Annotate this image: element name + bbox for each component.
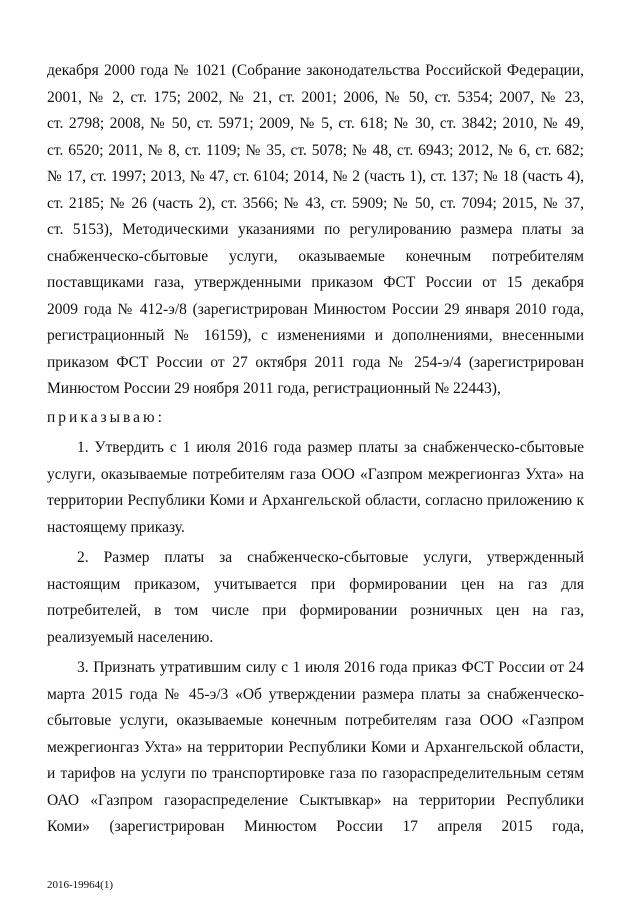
text-line: настоящим приказом, учитывается при формировании цен на газ для xyxy=(47,575,584,593)
text-line: приказом ФСТ России от 27 октября 2011 года № 254-э/4 (зарегистрирован xyxy=(47,353,584,371)
text-line: 1. Утвердить с 1 июля 2016 года размер платы за снабженческо-сбытовые xyxy=(77,439,584,456)
text-line: 3. Признать утратившим силу с 1 июля 2016 года приказ ФСТ России от 24 xyxy=(77,659,584,676)
text-line: Коми» (зарегистрирован Минюстом России 17 апреля 2015 года, xyxy=(47,818,584,835)
order-word: приказываю: xyxy=(47,408,165,426)
text-line: декабря 2000 года № 1021 (Собрание законодательства Российской Федерации, xyxy=(47,62,584,79)
text-line: межрегионгаз Ухта» на территории Республики Коми и Архангельской области, xyxy=(47,738,584,756)
intro-paragraph xyxy=(47,58,584,403)
item-2-paragraph xyxy=(47,545,584,651)
document-body xyxy=(47,58,584,841)
text-line: ст. 6520; 2011, № 8, ст. 1109; № 35, ст. 5078; № 48, ст. 6943; 2012, № 6, ст. 682; xyxy=(47,141,584,159)
text-line: настоящему приказу. xyxy=(47,518,185,536)
text-line: услуги, оказываемые потребителям газа ООО «Газпром межрегионгаз Ухта» на xyxy=(47,465,584,483)
text-line: 2. Размер платы за снабженческо-сбытовые услуги, утвержденный xyxy=(77,549,584,566)
text-line: сбытовые услуги, оказываемые конечным потребителям газа ООО «Газпром xyxy=(47,712,584,729)
item-3-paragraph xyxy=(47,655,584,841)
document-code: 2016-19964(1) xyxy=(47,879,113,891)
text-line: потребителей, в том числе при формировании розничных цен на газ, xyxy=(47,602,584,619)
text-line: № 17, ст. 1997; 2013, № 47, ст. 6104; 2014, № 2 (часть 1), ст. 137; № 18 (часть 4), xyxy=(47,168,584,185)
text-line: ОАО «Газпром газораспределение Сыктывкар» на территории Республики xyxy=(47,791,584,809)
text-line: Минюстом России 29 ноября 2011 года, регистрационный № 22443), xyxy=(47,380,501,397)
text-line: реализуемый населению. xyxy=(47,628,214,646)
item-1-paragraph xyxy=(47,435,584,541)
text-line: ст. 2185; № 26 (часть 2), ст. 3566; № 43, ст. 5909; № 50, ст. 7094; 2015, № 37, xyxy=(47,194,584,212)
text-line: территории Республики Коми и Архангельской области, согласно приложению к xyxy=(47,492,584,509)
text-line: поставщиками газа, утвержденными приказом ФСТ России от 15 декабря xyxy=(47,274,584,291)
text-line: регистрационный № 16159), с изменениями и дополнениями, внесенными xyxy=(47,327,584,344)
text-line: снабженческо-сбытовые услуги, оказываемые конечным потребителям xyxy=(47,247,584,265)
text-line: 2001, № 2, ст. 175; 2002, № 21, ст. 2001; 2006, № 50, ст. 5354; 2007, № 23, xyxy=(47,88,584,106)
text-line: и тарифов на услуги по транспортировке газа по газораспределительным сетям xyxy=(47,765,584,782)
text-line: ст. 5153), Методическими указаниями по регулированию размера платы за xyxy=(47,221,584,238)
text-line: 2009 года № 412-э/8 (зарегистрирован Минюстом России 29 января 2010 года, xyxy=(47,300,584,318)
text-line: марта 2015 года № 45-э/3 «Об утверждении размера платы за снабженческо- xyxy=(47,685,584,703)
text-line: ст. 2798; 2008, № 50, ст. 5971; 2009, № 5, ст. 618; № 30, ст. 3842; 2010, № 49, xyxy=(47,115,584,132)
